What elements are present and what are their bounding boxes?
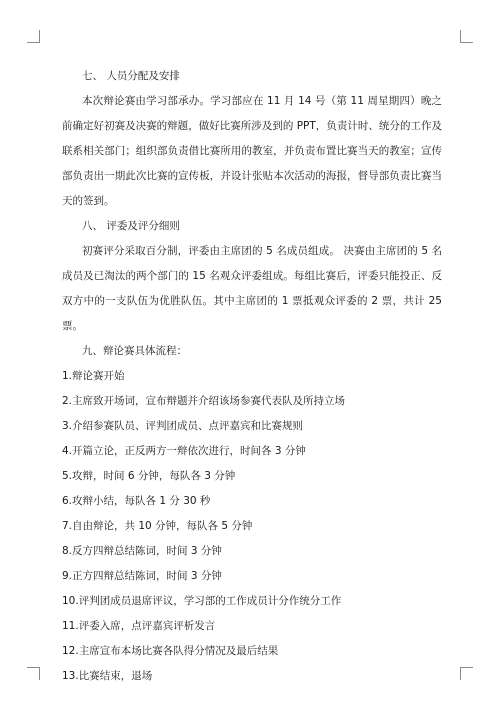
process-step: 3.介绍参赛队员、评判团成员、点评嘉宾和比赛规则 [62,420,304,432]
section-7-paragraph: 本次辩论赛由学习部承办。学习部应在 11 月 14 号（第 11 周星期四）晚之前确定好初赛及决赛的辩题，做好比赛所涉及到的 PPT，负责计时、统分的工作及联系相关部门；组织部负责借比赛所用的教室，并负责布置比赛当天的教室；宣传部负责出一期此次比赛的宣传板，并设计张贴本次活动的海报，督导部负责比赛当天的签到。 [62,95,442,207]
section-7-heading: 七、 人员分配及安排 [82,70,180,82]
crop-mark-top-left [27,30,40,43]
section-8-paragraph: 初赛评分采取百分制，评委由主席团的 5 名成员组成。 决赛由主席团的 5 名成员及已淘汰的两个部门的 15 名观众评委组成。每组比赛后，评委只能投正、反双方中的一支队伍为优胜队伍。其中主席团的 1 票抵观众评委的 2 票，共计 25 票。 [62,245,442,332]
process-step: 8.反方四辩总结陈词，时间 3 分钟 [62,545,222,557]
process-step: 1.辩论赛开始 [62,370,125,382]
process-step: 13.比赛结束，退场 [62,670,153,682]
process-step: 11.评委入席，点评嘉宾评析发言 [62,620,216,632]
crop-mark-bottom-left [27,667,40,680]
section-9-heading: 九、辩论赛具体流程： [82,345,187,357]
process-step: 12.主席宣布本场比赛各队得分情况及最后结果 [62,645,279,657]
crop-mark-bottom-right [460,667,473,680]
process-step: 7.自由辩论，共 10 分钟，每队各 5 分钟 [62,520,253,532]
process-steps-list [62,364,442,689]
section-8-heading: 八、 评委及评分细则 [82,220,180,232]
process-step: 9.正方四辩总结陈词，时间 3 分钟 [62,570,222,582]
process-step: 6.攻辩小结，每队各 1 分 30 秒 [62,495,211,507]
process-step: 2.主席致开场词，宣布辩题并介绍该场参赛代表队及所持立场 [62,395,346,407]
process-step: 5.攻辩，时间 6 分钟，每队各 3 分钟 [62,470,236,482]
document-body [62,64,442,689]
crop-mark-top-right [460,30,473,43]
process-step: 4.开篇立论，正反两方一辩依次进行，时间各 3 分钟 [62,445,306,457]
process-step: 10.评判团成员退席评议，学习部的工作成员计分作统分工作 [62,595,342,607]
